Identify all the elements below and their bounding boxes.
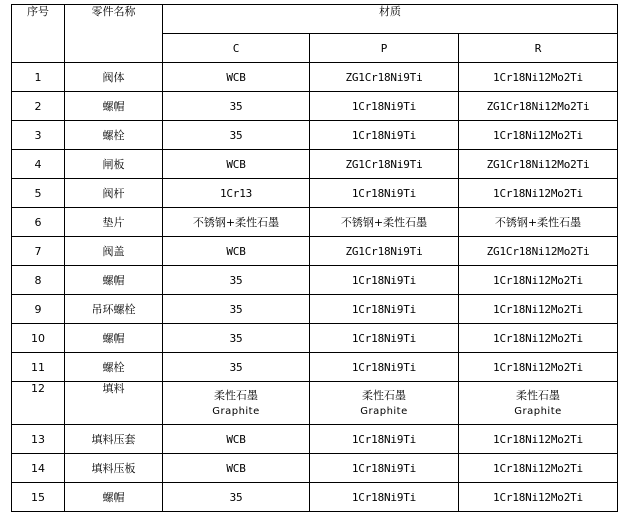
row-material-p: 1Cr18Ni9Ti <box>310 295 459 324</box>
materials-table-body <box>12 5 618 512</box>
row-material-r: 1Cr18Ni12Mo2Ti <box>459 63 618 92</box>
row-part-name: 阀体 <box>65 63 163 92</box>
row-material-r: 1Cr18Ni12Mo2Ti <box>459 353 618 382</box>
row-material-p: 1Cr18Ni9Ti <box>310 179 459 208</box>
table-row <box>12 324 618 353</box>
material-en-label: Graphite <box>212 405 260 417</box>
row-material-c: WCB <box>163 454 310 483</box>
row-part-name: 闸板 <box>65 150 163 179</box>
row-material-p <box>310 382 459 425</box>
row-no: 5 <box>12 179 65 208</box>
row-material-r: 不锈钢+柔性石墨 <box>459 208 618 237</box>
row-material-c: WCB <box>163 237 310 266</box>
row-no: 9 <box>12 295 65 324</box>
row-material-r <box>459 382 618 425</box>
material-en-label: Graphite <box>360 405 408 417</box>
row-material-p: ZG1Cr18Ni9Ti <box>310 150 459 179</box>
header-part-name: 零件名称 <box>65 5 163 63</box>
row-material-r: 1Cr18Ni12Mo2Ti <box>459 425 618 454</box>
row-part-name: 螺帽 <box>65 92 163 121</box>
table-row <box>12 92 618 121</box>
table-row <box>12 121 618 150</box>
row-material-c: 35 <box>163 483 310 512</box>
row-part-name: 螺帽 <box>65 324 163 353</box>
table-row <box>12 237 618 266</box>
table-row <box>12 353 618 382</box>
row-material-c: 35 <box>163 324 310 353</box>
table-row <box>12 179 618 208</box>
table-row <box>12 425 618 454</box>
row-material-p: 1Cr18Ni9Ti <box>310 324 459 353</box>
row-material-p: 不锈钢+柔性石墨 <box>310 208 459 237</box>
row-part-name: 填料压板 <box>65 454 163 483</box>
row-no: 8 <box>12 266 65 295</box>
row-no: 15 <box>12 483 65 512</box>
material-cn-label: 柔性石墨 <box>214 388 258 402</box>
header-grade-p: P <box>310 34 459 63</box>
row-material-p: 1Cr18Ni9Ti <box>310 92 459 121</box>
row-material-c: 35 <box>163 295 310 324</box>
row-material-r: 1Cr18Ni12Mo2Ti <box>459 483 618 512</box>
row-material-c: 35 <box>163 92 310 121</box>
row-material-c: WCB <box>163 63 310 92</box>
header-grade-c: C <box>163 34 310 63</box>
row-material-r: ZG1Cr18Ni12Mo2Ti <box>459 237 618 266</box>
row-material-r: 1Cr18Ni12Mo2Ti <box>459 266 618 295</box>
table-row <box>12 295 618 324</box>
row-part-name: 螺帽 <box>65 266 163 295</box>
header-grade-r: R <box>459 34 618 63</box>
material-en-label: Graphite <box>514 405 562 417</box>
row-material-r: ZG1Cr18Ni12Mo2Ti <box>459 150 618 179</box>
row-part-name: 阀盖 <box>65 237 163 266</box>
row-material-p: 1Cr18Ni9Ti <box>310 266 459 295</box>
row-part-name: 阀杆 <box>65 179 163 208</box>
header-row <box>12 5 618 34</box>
table-row <box>12 150 618 179</box>
header-no: 序号 <box>12 5 65 63</box>
row-no: 3 <box>12 121 65 150</box>
row-material-c: 35 <box>163 121 310 150</box>
row-material-r: 1Cr18Ni12Mo2Ti <box>459 324 618 353</box>
row-material-c: 1Cr13 <box>163 179 310 208</box>
row-material-p: 1Cr18Ni9Ti <box>310 454 459 483</box>
row-material-c: WCB <box>163 425 310 454</box>
row-material-r: 1Cr18Ni12Mo2Ti <box>459 295 618 324</box>
row-material-p: 1Cr18Ni9Ti <box>310 483 459 512</box>
material-cn-label: 柔性石墨 <box>362 388 406 402</box>
row-material-r: 1Cr18Ni12Mo2Ti <box>459 121 618 150</box>
table-row <box>12 483 618 512</box>
table-row <box>12 208 618 237</box>
row-part-name: 螺栓 <box>65 353 163 382</box>
row-material-c: 35 <box>163 353 310 382</box>
row-material-p: 1Cr18Ni9Ti <box>310 425 459 454</box>
row-material-r: 1Cr18Ni12Mo2Ti <box>459 179 618 208</box>
row-no: 12 <box>12 382 65 425</box>
row-part-name: 垫片 <box>65 208 163 237</box>
row-material-r: ZG1Cr18Ni12Mo2Ti <box>459 92 618 121</box>
row-no: 13 <box>12 425 65 454</box>
row-no: 11 <box>12 353 65 382</box>
row-no: 7 <box>12 237 65 266</box>
row-part-name: 填料压套 <box>65 425 163 454</box>
row-material-c <box>163 382 310 425</box>
row-no: 1 <box>12 63 65 92</box>
row-part-name: 填料 <box>65 382 163 425</box>
material-cn-label: 柔性石墨 <box>516 388 561 402</box>
header-material: 材质 <box>163 5 618 34</box>
row-material-c: 35 <box>163 266 310 295</box>
table-row <box>12 454 618 483</box>
row-no: 2 <box>12 92 65 121</box>
row-no: 6 <box>12 208 65 237</box>
table-row <box>12 266 618 295</box>
row-no: 10 <box>12 324 65 353</box>
row-part-name: 螺帽 <box>65 483 163 512</box>
table-row <box>12 382 618 425</box>
row-material-p: ZG1Cr18Ni9Ti <box>310 63 459 92</box>
row-material-c: 不锈钢+柔性石墨 <box>163 208 310 237</box>
row-material-p: 1Cr18Ni9Ti <box>310 121 459 150</box>
row-material-r: 1Cr18Ni12Mo2Ti <box>459 454 618 483</box>
row-material-p: ZG1Cr18Ni9Ti <box>310 237 459 266</box>
row-part-name: 吊环螺栓 <box>65 295 163 324</box>
table-row <box>12 63 618 92</box>
row-no: 4 <box>12 150 65 179</box>
materials-table <box>11 4 618 512</box>
row-material-p: 1Cr18Ni9Ti <box>310 353 459 382</box>
row-part-name: 螺栓 <box>65 121 163 150</box>
row-no: 14 <box>12 454 65 483</box>
row-material-c: WCB <box>163 150 310 179</box>
